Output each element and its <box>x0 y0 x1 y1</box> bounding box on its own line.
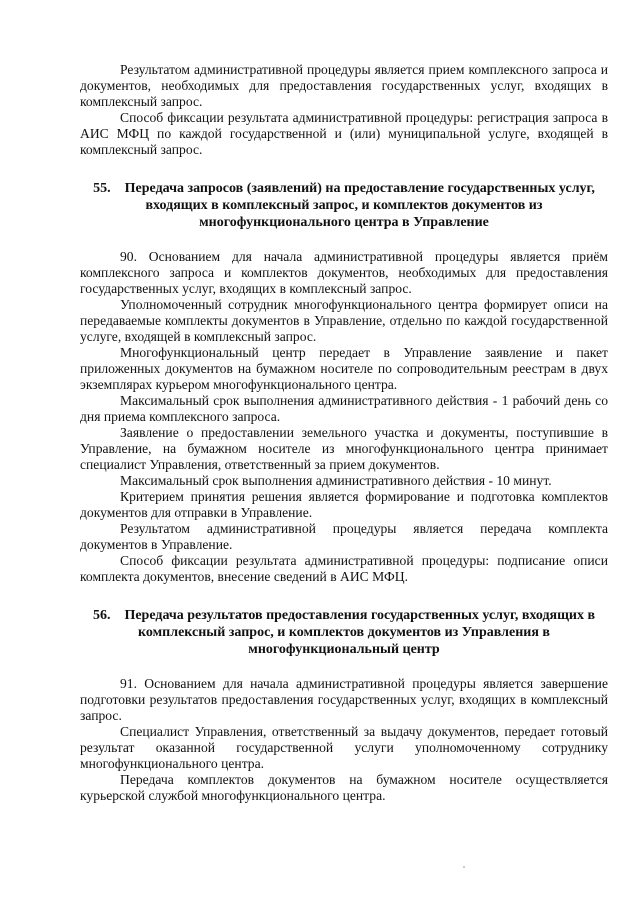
section-55-paragraph: Заявление о предоставлении земельного участка и документы, поступившие в Управление, на бумажном носителе из многофункционального центра принимает специалист Управления, ответственный за прием документов. <box>80 425 608 472</box>
document-body <box>80 62 608 804</box>
scan-speck <box>463 866 465 868</box>
section-56-heading <box>80 607 608 658</box>
section-56-paragraph: 91. Основанием для начала административной процедуры является завершение подготовки результатов предоставления государственных услуг, входящих в комплексный запрос. <box>80 676 608 723</box>
intro-paragraph-2: Способ фиксации результата административной процедуры: регистрация запроса в АИС МФЦ по каждой государственной и (или) муниципальной услуге, входящей в комплексный запрос. <box>80 110 608 157</box>
section-55-title: Передача запросов (заявлений) на предоставление государственных услуг, входящих в комплексный запрос, и комплектов документов из многофункционального центра в Управление <box>124 181 595 230</box>
section-55-paragraph: Результатом административной процедуры является передача комплекта документов в Управление. <box>80 521 608 552</box>
section-55-number: 55. <box>93 181 111 196</box>
section-55-paragraph: Максимальный срок выполнения административного действия - 1 рабочий день со дня приема комплексного запроса. <box>80 393 608 424</box>
section-56-paragraph: Передача комплектов документов на бумажном носителе осуществляется курьерской службой многофункционального центра. <box>80 772 608 803</box>
section-56-number: 56. <box>92 608 111 623</box>
section-55-paragraph: Многофункциональный центр передает в Управление заявление и пакет приложенных документов на бумажном носителе по сопроводительным реестрам в двух экземплярах курьером многофункционального центра. <box>80 345 608 392</box>
section-56-title: Передача результатов предоставления государственных услуг, входящих в комплексный запрос, и комплектов документов из Управления в многофункциональный центр <box>124 608 596 657</box>
section-55-paragraph: Уполномоченный сотрудник многофункционального центра формирует описи на передаваемые комплекты документов в Управление, отдельно по каждой государственной услуге, входящей в комплексный запрос. <box>80 297 608 344</box>
intro-paragraph-1: Результатом административной процедуры является прием комплексного запроса и документов, необходимых для предоставления государственных услуг, входящих в комплексный запрос. <box>80 62 608 109</box>
section-55-paragraph: Критерием принятия решения является формирование и подготовка комплектов документов для отправки в Управление. <box>80 489 608 520</box>
section-55-heading <box>80 180 608 231</box>
section-56-paragraph: Специалист Управления, ответственный за выдачу документов, передает готовый результат оказанной государственной услуги уполномоченному сотруднику многофункционального центра. <box>80 724 608 771</box>
section-55-paragraph: Способ фиксации результата административной процедуры: подписание описи комплекта документов, внесение сведений в АИС МФЦ. <box>80 553 608 584</box>
section-55-paragraph: 90. Основанием для начала административной процедуры является приём комплексного запроса и комплектов документов, необходимых для предоставления государственных услуг, входящих в комплексный запрос. <box>80 249 608 296</box>
section-55-paragraph: Максимальный срок выполнения административного действия - 10 минут. <box>120 473 552 488</box>
